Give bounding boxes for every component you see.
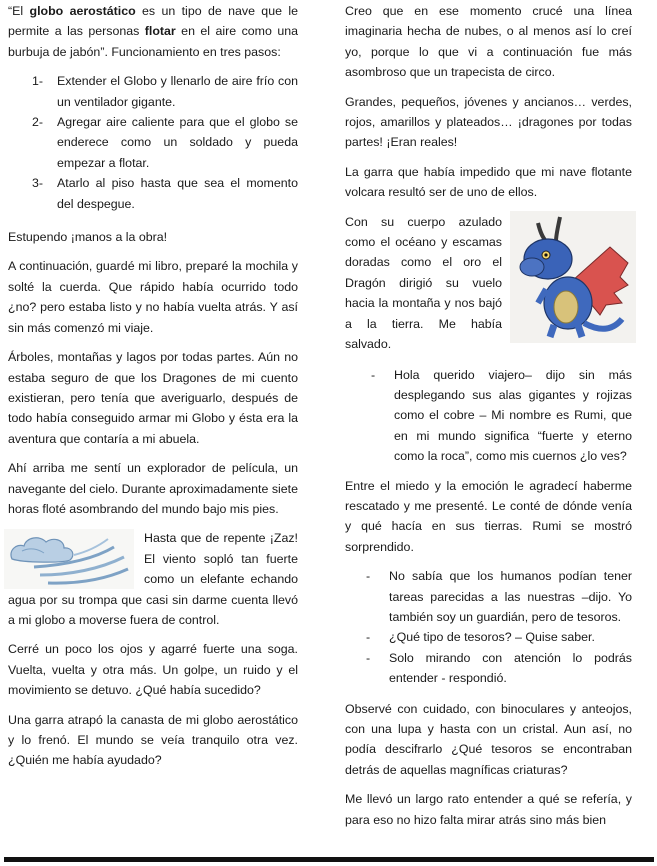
paragraph: Hasta que de repente ¡Zaz! El viento sopló tan fuerte como un elefante echando agua por su trompa que casi sin darme cuenta llevó a mi globo a moverse fuera de control. <box>8 531 298 627</box>
list-item: 1- Extender el Globo y llenarlo de aire frío con un ventilador gigante. <box>32 74 298 109</box>
list-item: 3- Atarlo al piso hasta que sea el momento del despegue. <box>32 176 298 211</box>
dragon-icon <box>510 211 636 343</box>
paragraph: A continuación, guardé mi libro, preparé la mochila y solté la cuerda. Que rápido había ocurrido todo ¿no? pero estaba listo y no había vuelta atrás. Y así sin más comenzó mi viaje. <box>8 259 298 335</box>
paragraph: Con su cuerpo azulado como el océano y escamas doradas como el oro el Dragón dirigió su vuelo hacia la montaña y nos bajó a la tierra. Me había salvado. <box>345 214 502 352</box>
paragraph: Me llevó un largo rato entender a qué se refería, y para eso no hizo falta mirar atrás sino más bien <box>345 792 632 827</box>
page-bottom-rule <box>4 857 654 862</box>
intro-paragraph: “El globo aerostático es un tipo de nave que le permite a las personas flotar en el aire como una burbuja de jabón”. Funcionamiento en tres pasos: <box>8 4 298 59</box>
paragraph: Estupendo ¡manos a la obra! <box>8 230 168 245</box>
wind-illustration <box>4 529 134 589</box>
list-item: 2- Agregar aire caliente para que el globo se enderece como un soldado y pueda empezar a flotar. <box>32 115 298 170</box>
dialogue-list <box>345 566 632 688</box>
term-globo: globo aerostático <box>29 4 136 18</box>
dragon-illustration <box>510 211 636 343</box>
left-column <box>8 0 298 771</box>
steps-list <box>8 71 298 214</box>
dialogue-item: - ¿Qué tipo de tesoros? – Quise saber. <box>366 630 595 645</box>
paragraph: Grandes, pequeños, jóvenes y ancianos… verdes, rojos, amarillos y plateados… ¡dragones por todas partes! ¡Eran reales! <box>345 94 632 150</box>
paragraph: Cerré un poco los ojos y agarré fuerte una soga. Vuelta, vuelta y otra más. Un golpe, un ruido y el movimiento se detuvo. ¿Qué había sucedido? <box>8 642 298 698</box>
paragraph: Creo que en ese momento crucé una línea imaginaria hecha de nubes, o al menos así lo creí yo, porque lo que vi a continuación fue más asombroso que un trapecista de circo. <box>345 4 632 80</box>
paragraph: Una garra atrapó la canasta de mi globo aerostático y lo frenó. El mundo se veía tranquilo otra vez. ¿Quién me había ayudado? <box>8 712 298 768</box>
paragraph: Observé con cuidado, con binoculares y anteojos, con una lupa y hasta con un cristal. Aun así, no podía descifrarlo ¿Qué tesoros se encontraban detrás de aquellas magníficas criaturas? <box>345 701 632 777</box>
dialogue-item: - No sabía que los humanos podían tener tareas parecidas a las nuestras –dijo. Yo también soy un guardián, pero de tesoros. <box>366 569 632 624</box>
dialogue-item: - Hola querido viajero– dijo sin más desplegando sus alas gigantes y rojizas como el cobre – Mi nombre es Rumi, que en mi mundo significa “fuerte y eterno como la roca”, como mis cuernos ¿lo ves? <box>371 367 632 464</box>
paragraph: Árboles, montañas y lagos por todas partes. Aún no estaba seguro de que los Dragones de mi cuento existieran, pero tenía que averiguarlo, después de todo había conseguido armar mi Globo y ésta era la aventura que contaría a mi abuela. <box>8 350 298 446</box>
paragraph: La garra que había impedido que mi nave flotante volcara resultó ser de uno de ellos. <box>345 164 632 200</box>
paragraph: Entre el miedo y la emoción le agradecí haberme rescatado y me presenté. Le conté de dónde venía y qué hacía en sus tierras. Rumi se mostró sorprendido. <box>345 478 632 554</box>
paragraph: Ahí arriba me sentí un explorador de película, un navegante del cielo. Durante aproximadamente siete horas floté asombrando del mundo bajo mis pies. <box>8 461 298 516</box>
dialogue-item: - Solo mirando con atención lo podrás entender - respondió. <box>366 650 632 686</box>
wind-cloud-icon <box>4 529 134 589</box>
right-column <box>345 0 632 830</box>
term-flotar: flotar <box>144 24 176 39</box>
